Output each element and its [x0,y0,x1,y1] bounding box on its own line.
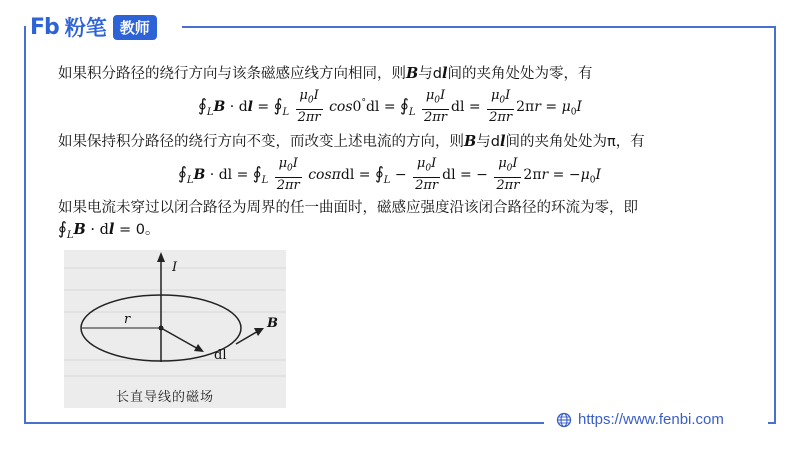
paragraph-2 [58,130,645,151]
figure-caption: 长直导线的磁场 [116,390,215,405]
equation-1: $∮_LB$ · dl = $∮_L$ $\frac{\mu_0I}{2\pi r}$ $\cos 0^\circ dl = ∮_L$ $\frac{\mu_0I}{2\pi r}$ dl = $\frac{\mu_0I}{2\pi r}$ $2\pi r = \mu_0I$ [198,88,582,125]
paragraph-1-mid: 与d [418,66,442,82]
logo-mark: Fb [30,14,59,40]
frame-left-border [24,26,26,424]
label-dl: dl [214,348,227,363]
symbol-l-2: l [499,133,506,150]
symbol-B-2: B [464,133,477,150]
frame-bottom-border [24,422,544,424]
label-field-B: B [267,316,278,331]
magnetic-field-figure [64,250,286,408]
paragraph-3 [58,196,638,217]
symbol-B: B [406,65,419,82]
equation-2: $∮_LB$ · dl = $∮_L$ $\frac{\mu_0I}{2\pi r}$ $\cos\pi dl = ∮_L$ − $\frac{\mu_0I}{2\pi r}$ dl = − $\frac{\mu_0I}{2\pi r}$ $2\pi r = -\mu_0I$ [178,156,601,193]
logo-brand: 粉笔 [64,16,107,40]
fenbi-logo [30,14,157,40]
logo-badge: 教师 [113,15,157,40]
paragraph-4-end: = 0。 [114,222,160,238]
globe-icon [556,412,572,428]
symbol-l: l [441,65,448,82]
frame-top-border [182,26,776,28]
frame-bottom-border-end [768,422,776,424]
paragraph-2-end: 间的夹角处处为π，有 [505,134,645,150]
label-radius-r: r [124,312,131,327]
paragraph-1-end: 间的夹角处处为零，有 [447,66,593,82]
frame-right-border [774,26,776,424]
paragraph-4: $∮_LB$ · dl = 0。 [58,219,160,241]
paragraph-2-text: 如果保持积分路径的绕行方向不变，而改变上述电流的方向，则 [58,134,464,150]
label-current-I: I [172,260,178,275]
paragraph-3-text: 如果电流未穿过以闭合路径为周界的任一曲面时，磁感应强度沿该闭合路径的环流为零，即 [58,200,638,216]
footer-url-link[interactable]: https://www.fenbi.com [578,411,724,428]
paragraph-1-text: 如果积分路径的绕行方向与该条磁感应线方向相同，则 [58,66,406,82]
paragraph-2-mid: 与d [476,134,500,150]
paragraph-1 [58,62,593,83]
footer [556,411,724,428]
